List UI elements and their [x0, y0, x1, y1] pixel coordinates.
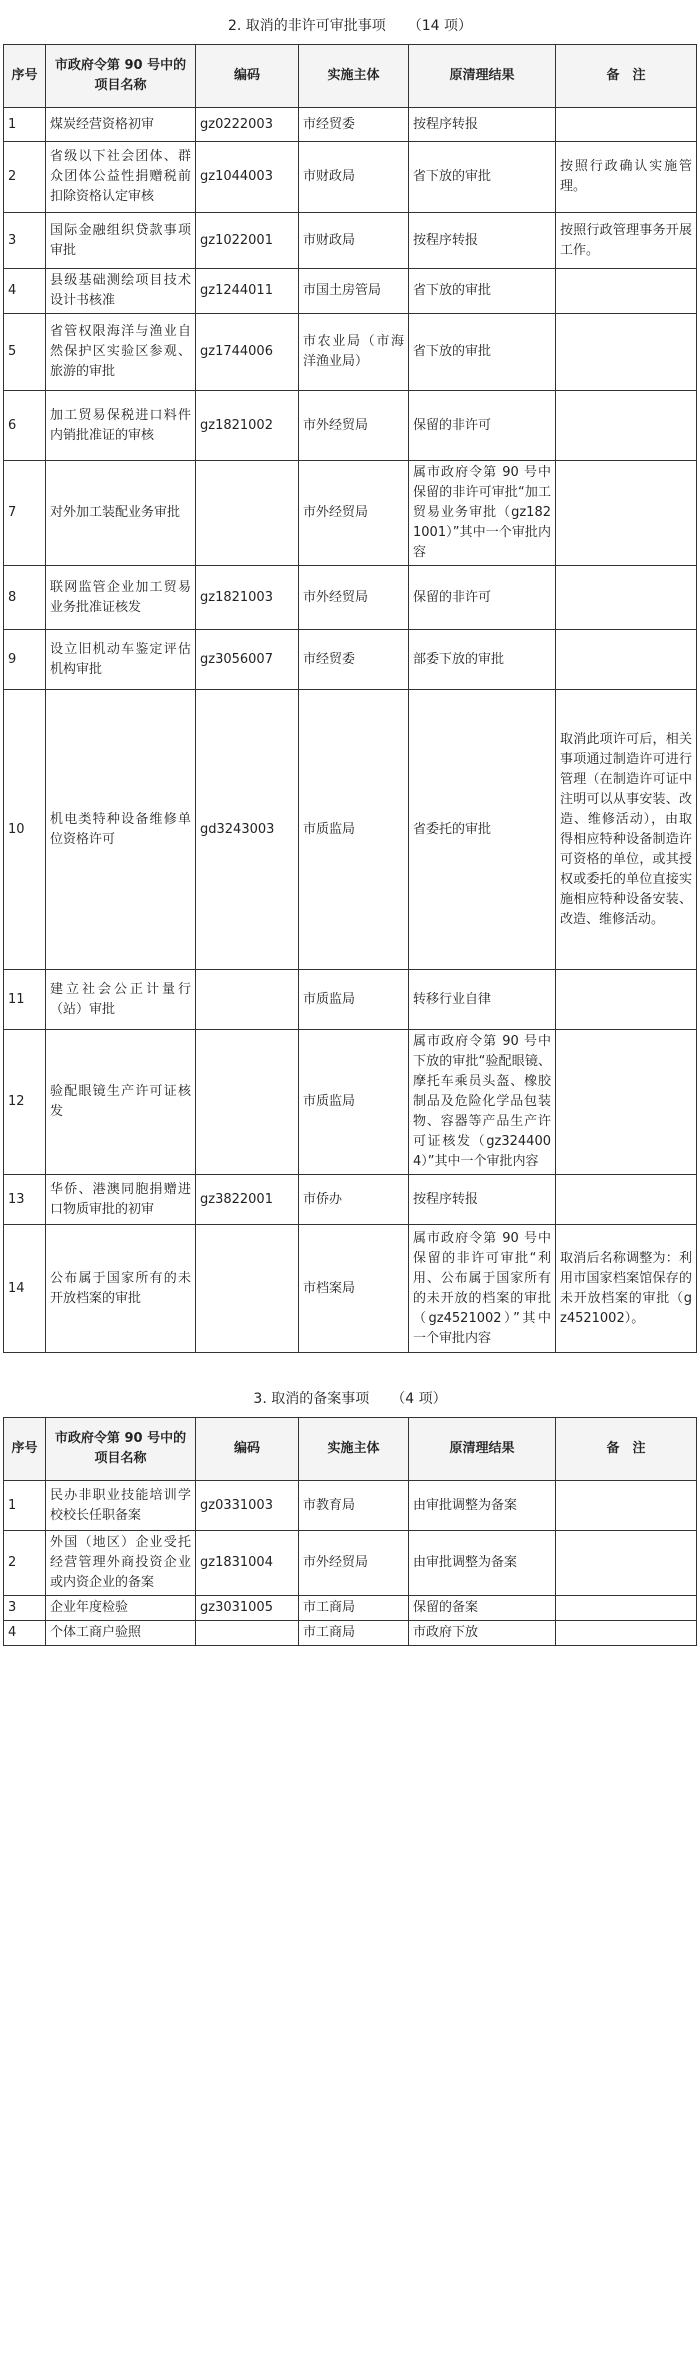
- cell-item-name: 设立旧机动车鉴定评估机构审批: [46, 630, 196, 690]
- cell-code: gz3031005: [196, 1596, 299, 1621]
- cell-result: 保留的备案: [409, 1596, 556, 1621]
- cell-item-name: 建立社会公正计量行（站）审批: [46, 970, 196, 1030]
- column-header: 备 注: [556, 45, 697, 108]
- cell-code: gz1244011: [196, 269, 299, 314]
- cell-agency: 市财政局: [299, 213, 409, 269]
- approval-table: [3, 44, 697, 1353]
- cell-result: 保留的非许可: [409, 566, 556, 630]
- cell-agency: 市侨办: [299, 1175, 409, 1225]
- column-header: 序号: [4, 1418, 46, 1481]
- table-row: [4, 142, 697, 213]
- table-row: [4, 314, 697, 391]
- cell-item-name: 对外加工装配业务审批: [46, 461, 196, 566]
- cell-number: 5: [4, 314, 46, 391]
- cell-result: 省委托的审批: [409, 690, 556, 970]
- cell-note: [556, 108, 697, 142]
- cell-number: 4: [4, 269, 46, 314]
- cell-result: 省下放的审批: [409, 314, 556, 391]
- cell-note: [556, 461, 697, 566]
- cell-item-name: 加工贸易保税进口料件内销批准证的审核: [46, 391, 196, 461]
- cell-result: 属市政府令第 90 号中保留的非许可审批“加工贸易业务审批（gz1821001）”其中一个审批内容: [409, 461, 556, 566]
- cell-agency: 市经贸委: [299, 630, 409, 690]
- cell-code: gz1044003: [196, 142, 299, 213]
- cell-number: 2: [4, 1531, 46, 1596]
- cell-result: 市政府下放: [409, 1621, 556, 1646]
- table-row: [4, 1531, 697, 1596]
- table-row: [4, 970, 697, 1030]
- cell-code: gd3243003: [196, 690, 299, 970]
- cell-note: [556, 1621, 697, 1646]
- table-row: [4, 108, 697, 142]
- cell-code: gz1744006: [196, 314, 299, 391]
- cell-code: [196, 1030, 299, 1175]
- cell-number: 4: [4, 1621, 46, 1646]
- cell-result: 转移行业自律: [409, 970, 556, 1030]
- cell-note: [556, 630, 697, 690]
- cell-item-name: 公布属于国家所有的未开放档案的审批: [46, 1225, 196, 1353]
- cell-code: gz3822001: [196, 1175, 299, 1225]
- cell-agency: 市质监局: [299, 1030, 409, 1175]
- table-row: [4, 1621, 697, 1646]
- column-header: 编码: [196, 1418, 299, 1481]
- cell-note: [556, 1531, 697, 1596]
- cell-code: gz1022001: [196, 213, 299, 269]
- cell-code: [196, 1225, 299, 1353]
- table-row: [4, 1030, 697, 1175]
- section-title-text: 3. 取消的备案事项: [253, 1391, 370, 1407]
- cell-agency: 市教育局: [299, 1481, 409, 1531]
- cell-note: [556, 1175, 697, 1225]
- table-row: [4, 1175, 697, 1225]
- cell-note: 取消后名称调整为：利用市国家档案馆保存的未开放档案的审批（gz4521002）。: [556, 1225, 697, 1353]
- cell-number: 11: [4, 970, 46, 1030]
- cell-number: 10: [4, 690, 46, 970]
- cell-number: 6: [4, 391, 46, 461]
- table-row: [4, 630, 697, 690]
- cell-item-name: 煤炭经营资格初审: [46, 108, 196, 142]
- cell-number: 1: [4, 108, 46, 142]
- cell-number: 8: [4, 566, 46, 630]
- cell-number: 1: [4, 1481, 46, 1531]
- cell-number: 9: [4, 630, 46, 690]
- cell-note: 按照行政管理事务开展工作。: [556, 213, 697, 269]
- column-header: 实施主体: [299, 45, 409, 108]
- cell-code: gz0222003: [196, 108, 299, 142]
- table-row: [4, 1596, 697, 1621]
- cell-note: [556, 314, 697, 391]
- cell-note: 取消此项许可后，相关事项通过制造许可进行管理（在制造许可证中注明可以从事安装、改造、维修活动），由取得相应特种设备制造许可资格的单位，或其授权或委托的单位直接实施相应特种设备安装、改造、维修活动。: [556, 690, 697, 970]
- cell-number: 3: [4, 213, 46, 269]
- cell-item-name: 机电类特种设备维修单位资格许可: [46, 690, 196, 970]
- cell-note: [556, 1030, 697, 1175]
- table-header-row: [4, 45, 697, 108]
- cell-result: 按程序转报: [409, 108, 556, 142]
- cell-agency: 市工商局: [299, 1596, 409, 1621]
- column-header: 市政府令第 90 号中的项目名称: [46, 1418, 196, 1481]
- cell-item-name: 省级以下社会团体、群众团体公益性捐赠税前扣除资格认定审核: [46, 142, 196, 213]
- cell-agency: 市外经贸局: [299, 461, 409, 566]
- cell-item-name: 外国（地区）企业受托经营管理外商投资企业或内资企业的备案: [46, 1531, 196, 1596]
- table-row: [4, 690, 697, 970]
- table-header-row: [4, 1418, 697, 1481]
- cell-agency: 市农业局（市海洋渔业局）: [299, 314, 409, 391]
- section-title: [0, 1381, 700, 1417]
- cell-item-name: 华侨、港澳同胞捐赠进口物质审批的初审: [46, 1175, 196, 1225]
- cell-agency: 市财政局: [299, 142, 409, 213]
- cell-code: [196, 461, 299, 566]
- table-row: [4, 213, 697, 269]
- cell-agency: 市外经贸局: [299, 391, 409, 461]
- column-header: 市政府令第 90 号中的项目名称: [46, 45, 196, 108]
- cell-result: 由审批调整为备案: [409, 1531, 556, 1596]
- section-count: （14 项）: [407, 18, 473, 34]
- cell-code: gz1831004: [196, 1531, 299, 1596]
- cell-agency: 市工商局: [299, 1621, 409, 1646]
- cell-code: gz1821002: [196, 391, 299, 461]
- cell-result: 由审批调整为备案: [409, 1481, 556, 1531]
- section-count: （4 项）: [391, 1391, 447, 1407]
- section-title-text: 2. 取消的非许可审批事项: [227, 18, 386, 34]
- cell-agency: 市质监局: [299, 970, 409, 1030]
- cell-number: 7: [4, 461, 46, 566]
- cell-item-name: 省管权限海洋与渔业自然保护区实验区参观、旅游的审批: [46, 314, 196, 391]
- cell-note: 按照行政确认实施管理。: [556, 142, 697, 213]
- cell-agency: 市外经贸局: [299, 1531, 409, 1596]
- cell-number: 12: [4, 1030, 46, 1175]
- cell-agency: 市质监局: [299, 690, 409, 970]
- cell-code: gz3056007: [196, 630, 299, 690]
- column-header: 原清理结果: [409, 45, 556, 108]
- column-header: 原清理结果: [409, 1418, 556, 1481]
- cell-agency: 市国土房管局: [299, 269, 409, 314]
- cell-agency: 市档案局: [299, 1225, 409, 1353]
- cell-result: 属市政府令第 90 号中下放的审批“验配眼镜、摩托车乘员头盔、橡胶制品及危险化学品包装物、容器等产品生产许可证核发（gz3244004）”其中一个审批内容: [409, 1030, 556, 1175]
- cell-result: 保留的非许可: [409, 391, 556, 461]
- cell-result: 省下放的审批: [409, 142, 556, 213]
- cell-result: 属市政府令第 90 号中保留的非许可审批“利用、公布属于国家所有的未开放的档案的审批（gz4521002）”其中一个审批内容: [409, 1225, 556, 1353]
- table-row: [4, 269, 697, 314]
- cell-item-name: 国际金融组织贷款事项审批: [46, 213, 196, 269]
- cell-number: 2: [4, 142, 46, 213]
- cell-note: [556, 566, 697, 630]
- cell-number: 13: [4, 1175, 46, 1225]
- cell-item-name: 企业年度检验: [46, 1596, 196, 1621]
- table-row: [4, 1481, 697, 1531]
- cell-item-name: 联网监管企业加工贸易业务批准证核发: [46, 566, 196, 630]
- cell-item-name: 个体工商户验照: [46, 1621, 196, 1646]
- cell-number: 3: [4, 1596, 46, 1621]
- cell-note: [556, 1596, 697, 1621]
- cell-note: [556, 391, 697, 461]
- column-header: 备 注: [556, 1418, 697, 1481]
- cell-note: [556, 1481, 697, 1531]
- table-row: [4, 461, 697, 566]
- cell-agency: 市外经贸局: [299, 566, 409, 630]
- column-header: 实施主体: [299, 1418, 409, 1481]
- cell-code: [196, 970, 299, 1030]
- cell-agency: 市经贸委: [299, 108, 409, 142]
- cell-note: [556, 269, 697, 314]
- cell-result: 按程序转报: [409, 213, 556, 269]
- section-title: [0, 8, 700, 44]
- table-row: [4, 391, 697, 461]
- column-header: 序号: [4, 45, 46, 108]
- table-row: [4, 566, 697, 630]
- cell-note: [556, 970, 697, 1030]
- table-row: [4, 1225, 697, 1353]
- column-header: 编码: [196, 45, 299, 108]
- cell-result: 按程序转报: [409, 1175, 556, 1225]
- cell-item-name: 民办非职业技能培训学校校长任职备案: [46, 1481, 196, 1531]
- cell-code: [196, 1621, 299, 1646]
- cell-result: 省下放的审批: [409, 269, 556, 314]
- cell-result: 部委下放的审批: [409, 630, 556, 690]
- cell-item-name: 县级基础测绘项目技术设计书核准: [46, 269, 196, 314]
- cell-item-name: 验配眼镜生产许可证核发: [46, 1030, 196, 1175]
- cell-code: gz1821003: [196, 566, 299, 630]
- cell-code: gz0331003: [196, 1481, 299, 1531]
- filing-table: [3, 1417, 697, 1646]
- cell-number: 14: [4, 1225, 46, 1353]
